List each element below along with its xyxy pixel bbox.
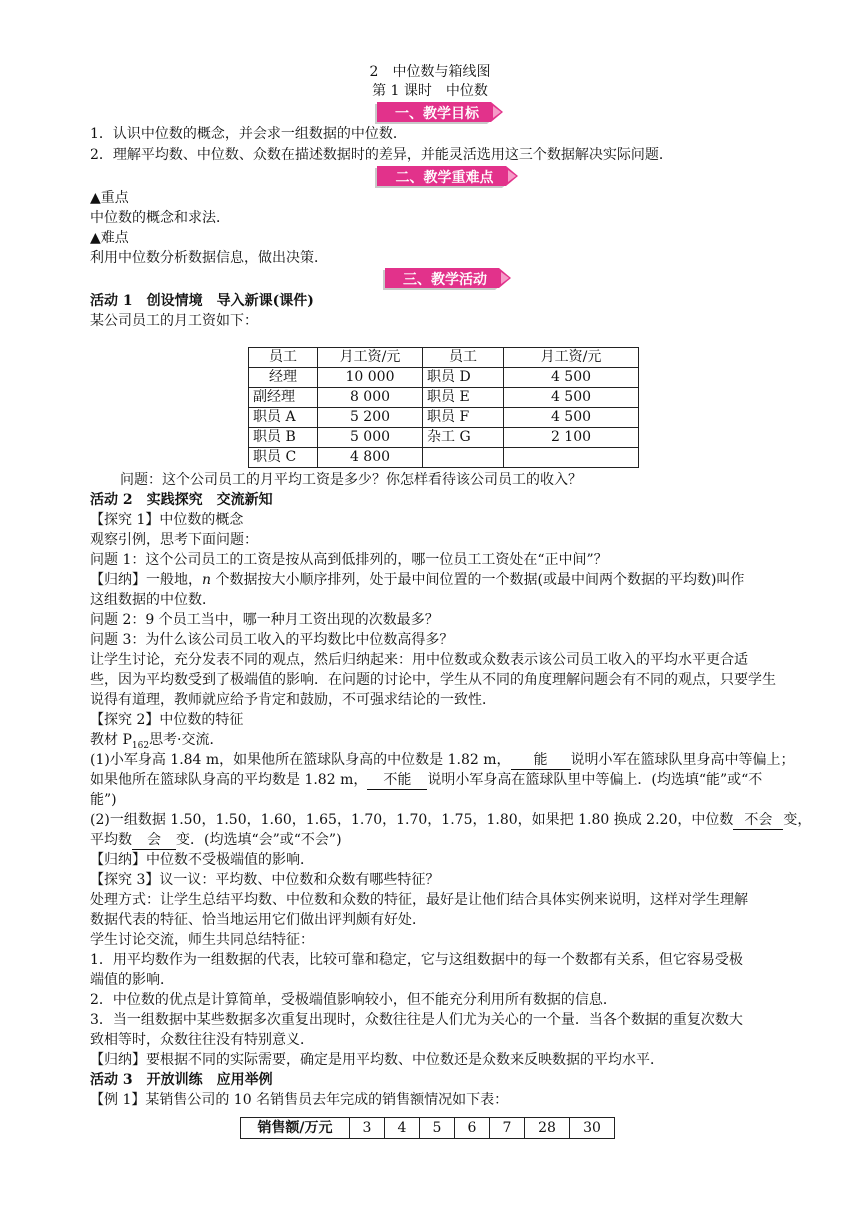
table-cell: 4	[385, 1118, 420, 1139]
explore3-paragraph-3: 学生讨论交流，师生共同总结特征：	[90, 932, 314, 948]
explore1-question1: 问题 1：这个公司员工的工资是按从高到低排列的，哪一位员工工资处在“正中间”？	[90, 552, 608, 568]
table-cell	[423, 448, 504, 468]
table-cell: 8 000	[318, 388, 423, 408]
activity1-intro: 某公司员工的月工资如下：	[90, 313, 258, 329]
item1-text-c: 如果他所在篮球队身高的平均数是 1.82 m，	[90, 772, 368, 788]
example1-text: 【例 1】某销售公司的 10 名销售员去年完成的销售额情况如下表：	[90, 1092, 509, 1108]
item1-text-d: 说明小军身高在篮球队里中等偏上．(均选填“能”或“不	[427, 772, 763, 788]
explore2-item1-end: 能”)	[90, 792, 117, 808]
activity3-title: 活动 3 开放训练 应用举例	[90, 1072, 273, 1088]
table-cell: 3	[350, 1118, 385, 1139]
table-cell: 2 100	[504, 428, 639, 448]
summary-prefix: 【归纳】一般地，	[90, 572, 202, 588]
table-cell: 职员 E	[423, 388, 504, 408]
banner-label: 二、教学重难点	[395, 170, 494, 186]
salary-table	[248, 347, 639, 468]
table-cell: 4 800	[318, 448, 423, 468]
lesson-subtitle: 第 1 课时 中位数	[372, 83, 488, 99]
table-header-cell: 员工	[249, 348, 318, 368]
variable-n: n	[202, 572, 212, 588]
table-cell: 28	[525, 1118, 570, 1139]
table-row	[249, 408, 639, 428]
item1-text-a: (1)小军身高 1.84 m，如果他所在篮球队身高的中位数是 1.82 m，	[90, 752, 511, 768]
goal-2: 2．理解平均数、中位数、众数在描述数据时的差异，并能灵活选用这三个数据解决实际问题．	[90, 147, 673, 163]
activity2-title: 活动 2 实践探究 交流新知	[90, 492, 273, 508]
explore1-question3: 问题 3：为什么该公司员工收入的平均数比中位数高得多？	[90, 632, 454, 648]
sales-table	[240, 1117, 615, 1139]
table-header-cell: 月工资/元	[318, 348, 423, 368]
table-cell: 4 500	[504, 408, 639, 428]
difficulty-label: ▲难点	[90, 230, 129, 246]
explore1-question2: 问题 2：9 个员工当中，哪一种月工资出现的次数最多？	[90, 612, 439, 628]
ref-suffix: 思考·交流．	[149, 732, 224, 748]
table-header-cell: 员工	[423, 348, 504, 368]
explore3-item3: 3．当一组数据中某些数据多次重复出现时，众数往往是人们尤为关心的一个量．当各个数据的重复次数大	[90, 1012, 743, 1028]
table-cell: 5 200	[318, 408, 423, 428]
lesson-title: 2 中位数与箱线图	[369, 64, 491, 80]
answer-blank: 不会	[733, 812, 783, 830]
table-row	[249, 428, 639, 448]
explore1-title: 【探究 1】中位数的概念	[90, 512, 244, 528]
table-row	[249, 368, 639, 388]
explore2-item1	[90, 750, 795, 770]
answer-blank: 能	[511, 752, 571, 770]
banner-label: 一、教学目标	[395, 106, 479, 122]
table-row	[241, 1118, 615, 1139]
item2-text-c: 平均数	[90, 832, 132, 848]
explore3-item1-cont: 端值的影响．	[90, 972, 174, 988]
explore1-paragraph-1: 让学生讨论，充分发表不同的观点，然后归纳起来：用中位数或众数表示该公司员工收入的平均水平更合适	[90, 652, 748, 668]
explore2-item1-cont	[90, 770, 762, 790]
table-cell: 副经理	[249, 388, 318, 408]
keypoint-label: ▲重点	[90, 190, 129, 206]
activity1-title: 活动 1 创设情境 导入新课(课件)	[90, 293, 314, 309]
explore2-item2-cont	[90, 830, 342, 850]
banner-label: 三、教学活动	[403, 272, 487, 288]
keypoint-text: 中位数的概念和求法．	[90, 210, 230, 226]
item2-text-d: 变．(均选填“会”或“不会”)	[176, 832, 342, 848]
explore3-paragraph-1: 处理方式：让学生总结平均数、中位数和众数的特征，最好是让他们结合具体实例来说明，这样对学生理解	[90, 892, 748, 908]
explore2-reference	[90, 730, 224, 750]
table-cell: 6	[455, 1118, 490, 1139]
table-cell: 30	[570, 1118, 615, 1139]
answer-blank: 不能	[367, 772, 427, 790]
section-banner-goals	[375, 102, 510, 126]
table-header-cell: 月工资/元	[504, 348, 639, 368]
table-row	[249, 388, 639, 408]
summary-body: 个数据按大小顺序排列，处于最中间位置的一个数据(或最中间两个数据的平均数)叫作	[211, 572, 745, 588]
table-cell: 4 500	[504, 388, 639, 408]
explore1-paragraph-3: 说得有道理，教师就应给予肯定和鼓励，不可强求结论的一致性．	[90, 692, 496, 708]
table-header-cell: 销售额/万元	[241, 1118, 350, 1139]
explore3-summary: 【归纳】要根据不同的实际需要，确定是用平均数、中位数还是众数来反映数据的平均水平．	[90, 1052, 664, 1068]
table-cell: 10 000	[318, 368, 423, 388]
table-cell: 5	[420, 1118, 455, 1139]
explore3-title: 【探究 3】议一议：平均数、中位数和众数有哪些特征？	[90, 872, 440, 888]
table-cell: 经理	[249, 368, 318, 388]
table-cell: 7	[490, 1118, 525, 1139]
explore2-item2	[90, 810, 811, 830]
activity1-question: 问题：这个公司员工的月平均工资是多少？你怎样看待该公司员工的收入？	[120, 472, 582, 488]
table-cell: 5 000	[318, 428, 423, 448]
item1-text-b: 说明小军在篮球队里身高中等偏上；	[570, 752, 795, 768]
table-row	[249, 448, 639, 468]
explore3-paragraph-2: 数据代表的特征、恰当地运用它们做出评判颇有好处．	[90, 912, 426, 928]
section-banner-keypoints	[375, 166, 510, 190]
explore3-item3-cont: 致相等时，众数往往没有特别意义．	[90, 1032, 314, 1048]
answer-blank: 会	[132, 832, 176, 850]
item2-text-a: (2)一组数据 1.50，1.50，1.60，1.65，1.70，1.70，1.75，1.80，如果把 1.80 换成 2.20，中位数	[90, 812, 734, 828]
ref-prefix: 教材 P	[90, 732, 132, 748]
table-cell: 职员 A	[249, 408, 318, 428]
explore2-title: 【探究 2】中位数的特征	[90, 712, 244, 728]
explore3-item2: 2．中位数的优点是计算简单，受极端值影响较小，但不能充分利用所有数据的信息．	[90, 992, 617, 1008]
page-number: 162	[131, 740, 150, 751]
goal-1: 1．认识中位数的概念，并会求一组数据的中位数．	[90, 126, 407, 142]
table-header-row	[249, 348, 639, 368]
explore1-summary	[90, 570, 744, 590]
item2-text-b: 变，	[783, 812, 812, 828]
explore1-paragraph-2: 些，因为平均数受到了极端值的影响．在问题的讨论中，学生从不同的角度理解问题会有不同的观点，只要学生	[90, 672, 776, 688]
table-cell: 职员 C	[249, 448, 318, 468]
table-cell: 职员 B	[249, 428, 318, 448]
table-cell	[504, 448, 639, 468]
difficulty-text: 利用中位数分析数据信息，做出决策．	[90, 250, 328, 266]
table-cell: 职员 F	[423, 408, 504, 428]
explore1-summary-cont: 这组数据的中位数．	[90, 592, 216, 608]
table-cell: 4 500	[504, 368, 639, 388]
section-banner-activities	[383, 268, 518, 292]
explore2-summary: 【归纳】中位数不受极端值的影响．	[90, 852, 314, 868]
explore3-item1: 1．用平均数作为一组数据的代表，比较可靠和稳定，它与这组数据中的每一个数都有关系，但它容易受极	[90, 952, 743, 968]
table-cell: 职员 D	[423, 368, 504, 388]
table-cell: 杂工 G	[423, 428, 504, 448]
explore1-line: 观察引例，思考下面问题：	[90, 532, 258, 548]
